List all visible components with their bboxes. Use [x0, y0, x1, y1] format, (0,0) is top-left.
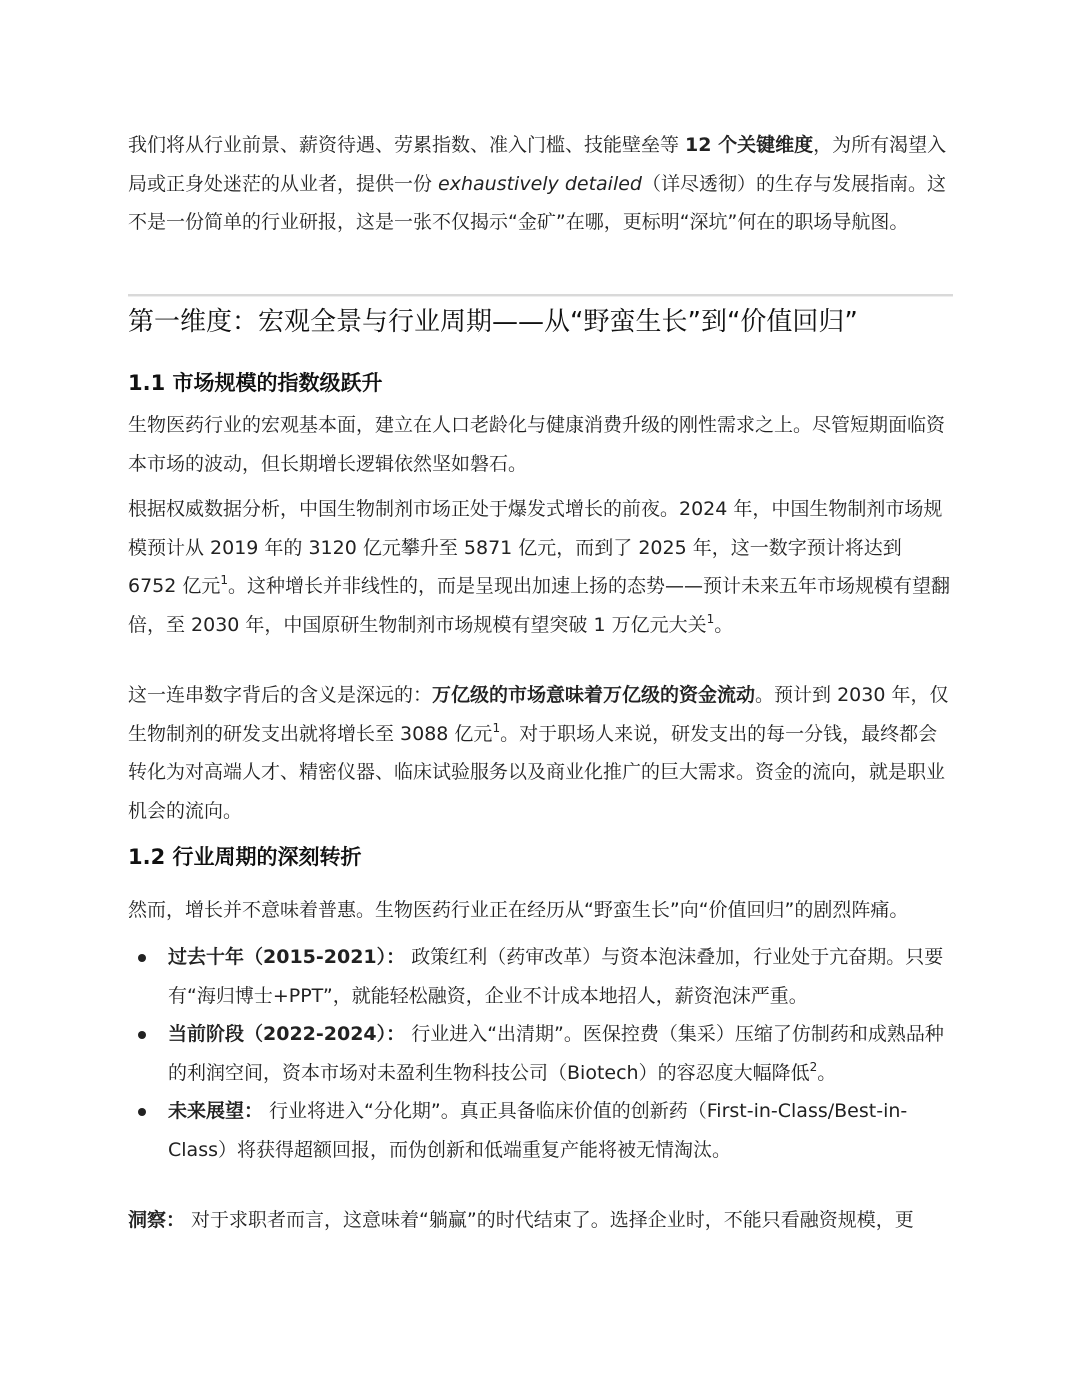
- section-title: 第一维度：宏观全景与行业周期——从“野蛮生长”到“价值回归”: [128, 307, 858, 337]
- list-item: [128, 1015, 953, 1092]
- intro-text: 我们将从行业前景、薪资待遇、劳累指数、准入门槛、技能壁垒等: [128, 134, 686, 156]
- footnote-ref[interactable]: 1: [220, 573, 229, 587]
- paragraph-bold: 万亿级的市场意味着万亿级的资金流动: [432, 684, 756, 706]
- intro-text: （详尽透彻）的生存与发展指南。这不是一份简单的行业研报，这是一张不仅揭示“金矿”在哪，更标明“深坑”何在的职场导航图。: [128, 172, 946, 233]
- bullet-list: [128, 938, 953, 1169]
- list-item-label: 当前阶段（2022-2024）：: [168, 1023, 406, 1045]
- paragraph-text: 这一连串数字背后的含义是深远的：: [128, 684, 433, 706]
- list-item: [128, 1092, 953, 1169]
- paragraph-text: 。这种增长并非线性的，而是呈现出加速上扬的态势——预计未来五年市场规模有望翻倍，至 2030 年，中国原研生物制剂市场规模有望突破 1 万亿元大关: [128, 575, 951, 636]
- intro-text: ，为所有渴望入局或正身处迷茫的从业者，提供一份: [128, 134, 947, 195]
- horizontal-divider: [128, 294, 953, 297]
- list-item-text: 政策红利（药审改革）与资本泡沫叠加，行业处于亢奋期。只要有“海归博士+PPT”，就能轻松融资，企业不计成本地招人，薪资泡沫严重。: [168, 946, 944, 1007]
- intro-italic-phrase: exhaustively detailed: [438, 172, 642, 195]
- footnote-ref[interactable]: 1: [492, 720, 501, 735]
- paragraph-text: 。: [714, 613, 734, 636]
- insight-text: 对于求职者而言，这意味着“躺赢”的时代结束了。选择企业时，不能只看融资规模，更: [185, 1209, 914, 1231]
- subsection-heading-1-1: 1.1 市场规模的指数级跃升: [128, 371, 383, 395]
- paragraph: 然而，增长并不意味着普惠。生物医药行业正在经历从“野蛮生长”向“价值回归”的剧烈阵痛。: [128, 899, 909, 921]
- bullet-icon: [138, 954, 146, 962]
- list-item-text: 行业进入“出清期”。医保控费（集采）压缩了仿制药和成熟品种的利润空间，资本市场对未盈利生物科技公司（Biotech）的容忍度大幅降低: [168, 1023, 944, 1084]
- list-item: [128, 938, 953, 1015]
- bullet-icon: [138, 1031, 146, 1039]
- intro-paragraph: [128, 126, 953, 242]
- paragraph-text: 。预计到 2030 年，仅生物制剂的研发支出就将增长至 3088 亿元: [128, 684, 949, 745]
- insight-paragraph: [128, 1201, 953, 1240]
- insight-label: 洞察：: [128, 1209, 186, 1231]
- list-item-label: 未来展望：: [168, 1100, 264, 1122]
- footnote-ref[interactable]: 2: [809, 1059, 818, 1074]
- paragraph: 生物医药行业的宏观基本面，建立在人口老龄化与健康消费升级的刚性需求之上。尽管短期面临资本市场的波动，但长期增长逻辑依然坚如磐石。: [128, 414, 946, 475]
- intro-bold-dimensions: 12 个关键维度: [685, 134, 814, 156]
- list-item-text: 。: [817, 1061, 837, 1084]
- footnote-ref[interactable]: 1: [706, 611, 715, 626]
- paragraph-meaning: [128, 676, 953, 830]
- paragraph-text: 根据权威数据分析，中国生物制剂市场正处于爆发式增长的前夜。2024 年，中国生物制剂市场规模预计从 2019 年的 3120 亿元攀升至 5871 亿元，而到了 2025 年，这一数字预计将达到 6752 亿元: [128, 498, 943, 597]
- list-item-label: 过去十年（2015-2021）：: [168, 946, 406, 968]
- paragraph-text: 。对于职场人来说，研发支出的每一分钱，最终都会转化为对高端人才、精密仪器、临床试验服务以及商业化推广的巨大需求。资金的流向，就是职业机会的流向。: [128, 722, 946, 822]
- list-item-text: 行业将进入“分化期”。真正具备临床价值的创新药（First-in-Class/Best-in-Class）将获得超额回报，而伪创新和低端重复产能将被无情淘汰。: [168, 1100, 908, 1161]
- paragraph-market-data: [128, 490, 953, 644]
- bullet-icon: [138, 1108, 146, 1116]
- subsection-heading-1-2: 1.2 行业周期的深刻转折: [128, 845, 362, 869]
